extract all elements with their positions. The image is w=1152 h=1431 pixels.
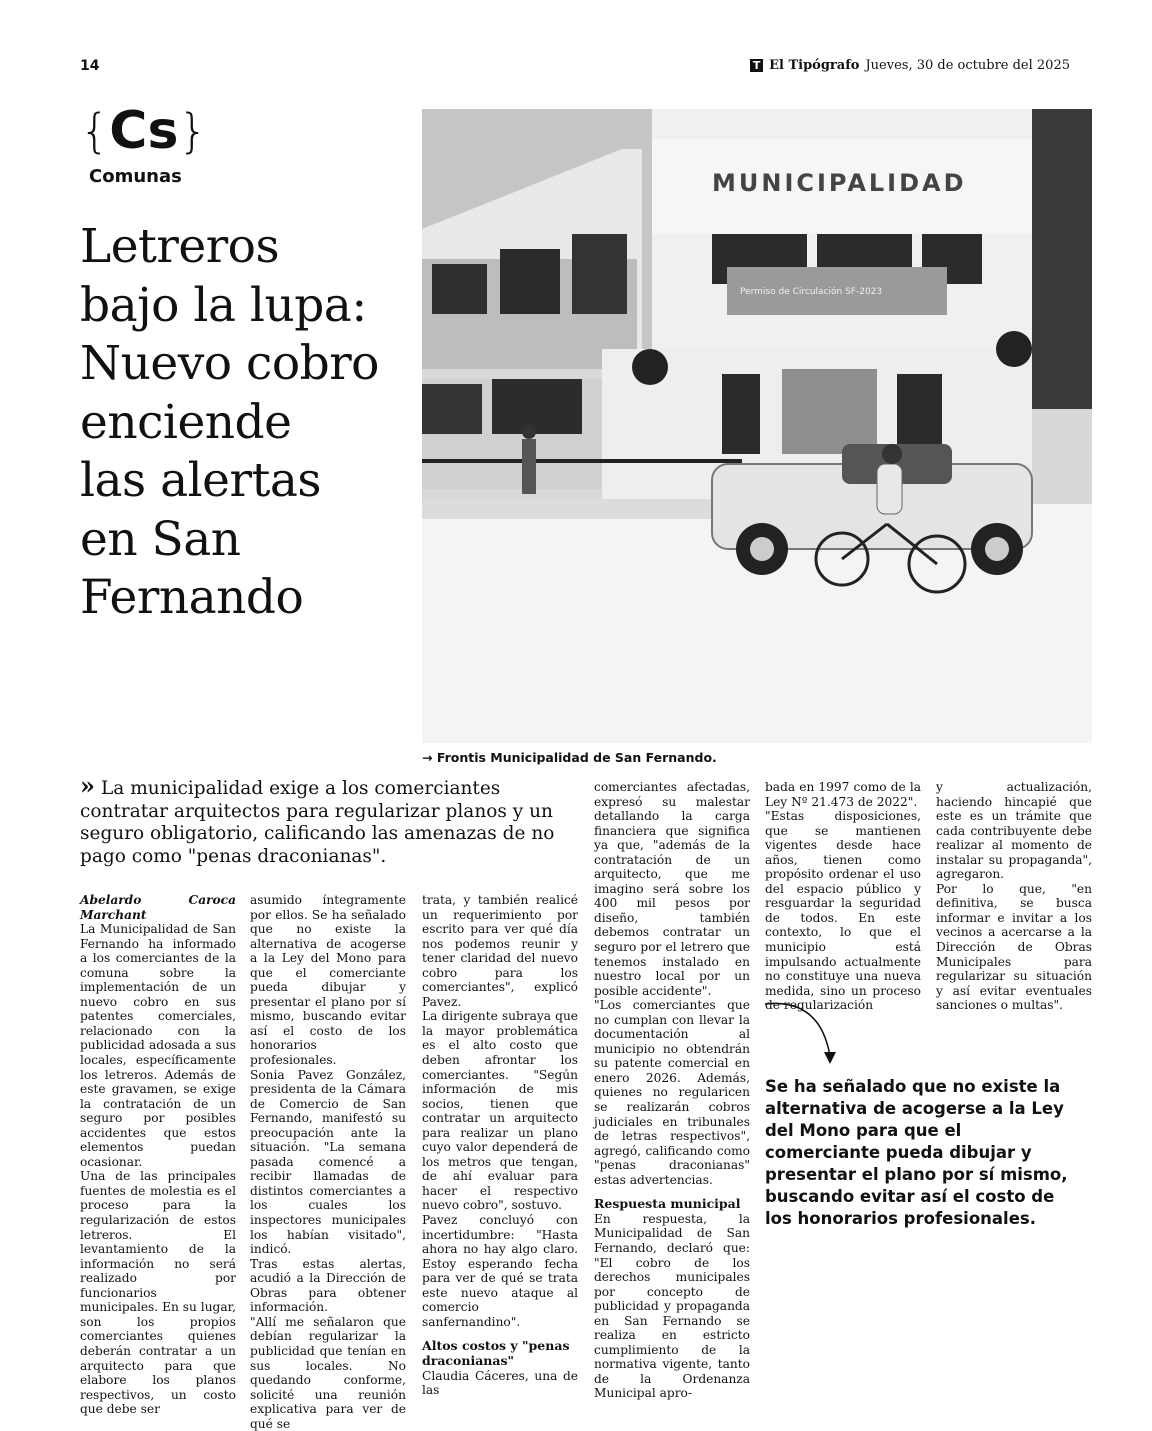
headline xyxy=(80,218,410,628)
paragraph: comerciantes afectadas, expresó su malestar detallando la carga financiera que significa ya que, "además de la contratación de un arquitecto, que me imagino será sobre los 400 mil pesos por diseño, también debemos contratar un seguro por el letrero que tenemos instalado en nuestro local por un posible accidente". xyxy=(594,780,750,998)
publication-logo-icon: T xyxy=(750,59,763,72)
headline-line: bajo la lupa: xyxy=(80,277,367,333)
article-photo xyxy=(422,109,1092,743)
article-lead xyxy=(80,771,580,868)
building-sign: MUNICIPALIDAD xyxy=(712,169,967,197)
photo-caption: → Frontis Municipalidad de San Fernando. xyxy=(422,750,717,765)
article-column-5 xyxy=(765,780,921,1013)
article-column-6 xyxy=(936,780,1092,1013)
section-mark xyxy=(80,100,208,162)
publication-name: El Tipógrafo xyxy=(769,58,860,73)
page-number: 14 xyxy=(80,58,100,74)
brace-close: } xyxy=(178,104,208,158)
section-name: Comunas xyxy=(89,166,182,187)
headline-line: Nuevo cobro xyxy=(80,336,379,391)
paragraph: "Estas disposiciones, que se mantienen vigentes desde hace años, tienen como propósito ordenar el uso del espacio público y resguardar la seguridad de todos. En este contexto, lo que el municipio está impulsando actualmente no constituye una nueva medida, sino un proceso de regularización xyxy=(765,809,921,1013)
paragraph: Tras estas alertas, acudió a la Dirección de Obras para obtener información. xyxy=(250,1256,406,1315)
headline-line: enciende xyxy=(80,394,292,450)
headline-line: en San xyxy=(80,511,241,567)
paragraph: Por lo que, "en definitiva, se busca informar e invitar a los vecinos a acercarse a la Dirección de Obras Municipales para regularizar su situación y así evitar eventuales sanciones o multas". xyxy=(936,881,1092,1013)
paragraph: "Allí me señalaron que debían regularizar la publicidad que tenían en sus locales. No quedando conforme, solicité una reunión explicativa para ver de qué se xyxy=(250,1314,406,1431)
paragraph: Pavez concluyó con incertidumbre: "Hasta ahora no hay algo claro. Estoy esperando fecha para ver de qué se trata este nuevo ataque al comercio sanfernandino". xyxy=(422,1213,578,1329)
headline-line: las alertas xyxy=(80,453,321,508)
brace-open: { xyxy=(80,104,110,158)
article-column-2 xyxy=(250,893,406,1431)
paragraph: La dirigente subraya que la mayor problemática es el alto costo que deben afrontar los comerciantes. "Según información de mis socios, tienen que contratar un arquitecto para realizar un plano cuyo valor dependerá de los metros que tengan, de ahí evaluar para hacer el respectivo nuevo cobro", sostuvo. xyxy=(422,1009,578,1213)
headline-line: Letreros xyxy=(80,219,280,274)
banner-text: Permiso de Circulación SF-2023 xyxy=(740,287,883,297)
paragraph: En respuesta, la Municipalidad de San Fernando, declaró que: "El cobro de los derechos municipales por concepto de publicidad y propaganda en San Fernando se realiza en estricto cumplimiento de la normativa vigente, tanto de la Ordenanza Municipal apro- xyxy=(594,1211,750,1401)
article-column-3 xyxy=(422,893,578,1398)
curved-arrow-icon xyxy=(760,996,850,1068)
article-column-1 xyxy=(80,893,236,1417)
paragraph: asumido íntegramente por ellos. Se ha señalado que no existe la alternativa de acogerse a la Ley del Mono para que el comerciante pueda dibujar y presentar el plano por sí mismo, buscando evitar así el costo de los honorarios profesionales. xyxy=(250,893,406,1068)
paragraph: trata, y también realicé un requerimiento por escrito para ver qué día nos podemos reunir y tener claridad del nuevo cobro para los comerciantes", explicó Pavez. xyxy=(422,893,578,1009)
paragraph: Claudia Cáceres, una de las xyxy=(422,1368,578,1398)
lead-text: La municipalidad exige a los comerciantes contratar arquitectos para regularizar planos y un seguro obligatorio, calificando las amenazas de no pago como "penas draconianas". xyxy=(80,778,555,867)
paragraph: La Municipalidad de San Fernando ha informado a los comerciantes de la comuna sobre la implementación de un nuevo cobro en sus patentes comerciales, relacionado con la publicidad adosada a sus locales, específicamente los letreros. Además de este gravamen, se exige la contratación de un seguro por posibles accidentes que estos elementos puedan ocasionar. xyxy=(80,922,236,1169)
subheading: Respuesta municipal xyxy=(594,1196,741,1212)
lead-mark: » xyxy=(80,771,95,800)
section-code: Cs xyxy=(109,101,179,161)
publication-date: Jueves, 30 de octubre del 2025 xyxy=(865,58,1070,73)
paragraph: "Los comerciantes que no cumplan con llevar la documentación al municipio no obtendrán su patente comercial en enero 2026. Además, quienes no regularicen se realizarán cobros judiciales en tribunales de letras respectivos", agregó, calificando como "penas draconianas" estas advertencias. xyxy=(594,998,750,1187)
author-byline: Abelardo Caroca Marchant xyxy=(80,893,236,922)
pull-quote: Se ha señalado que no existe la alternativa de acogerse a la Ley del Mono para que el comerciante pueda dibujar y presentar el plano por sí mismo, buscando evitar así el costo de los honorarios profesionales. xyxy=(765,1077,1068,1228)
subheading: Altos costos y "penas draconianas" xyxy=(422,1338,570,1368)
headline-line: Fernando xyxy=(80,570,304,625)
paragraph: y actualización, haciendo hincapié que este es un trámite que cada contribuyente debe realizar al momento de instalar su propaganda", agregaron. xyxy=(936,780,1092,882)
masthead xyxy=(750,58,1070,73)
paragraph: Una de las principales fuentes de molestia es el proceso para la regularización de estos letreros. El levantamiento de la información no será realizado por funcionarios municipales. En su lugar, son los propios comerciantes quienes deberán contratar a un arquitecto para que elabore los planos respectivos, un costo que debe ser xyxy=(80,1169,236,1417)
paragraph: Sonia Pavez González, presidenta de la Cámara de Comercio de San Fernando, manifestó su preocupación ante la situación. "La semana pasada comencé a recibir llamadas de distintos comerciantes a los cuales los inspectores municipales los habían visitado", indicó. xyxy=(250,1067,406,1257)
paragraph: bada en 1997 como de la Ley Nº 21.473 de 2022". xyxy=(765,780,921,809)
article-column-4 xyxy=(594,780,750,1401)
